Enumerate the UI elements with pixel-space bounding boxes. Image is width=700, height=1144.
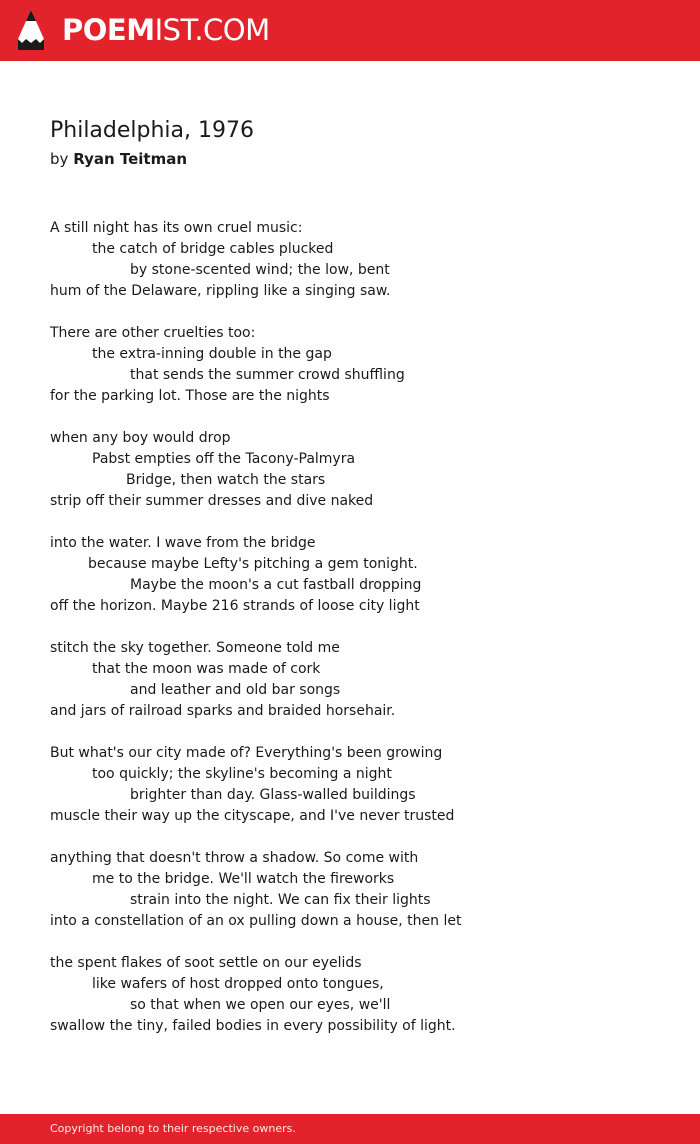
poem-line: and leather and old bar songs — [130, 682, 341, 698]
pencil-icon[interactable] — [17, 9, 45, 51]
poem-line: and jars of railroad sparks and braided horsehair. — [50, 703, 396, 719]
brand-light: IST.COM — [154, 13, 270, 47]
site-footer — [0, 1114, 700, 1144]
poem-line: brighter than day. Glass-walled buildings — [130, 787, 416, 803]
stanza — [50, 848, 670, 932]
poem-line: But what's our city made of? Everything's been growing — [50, 745, 443, 761]
poem-line: Bridge, then watch the stars — [126, 472, 326, 488]
by-label: by — [50, 150, 69, 168]
brand-bold: POEM — [62, 13, 155, 47]
copyright-notice: Copyright belong to their respective owners. — [50, 1122, 296, 1135]
stanza — [50, 218, 670, 302]
author-name[interactable]: Ryan Teitman — [73, 150, 188, 168]
poem-line: for the parking lot. Those are the nights — [50, 388, 330, 404]
poem-line: the spent flakes of soot settle on our eyelids — [50, 955, 362, 971]
poem-line: There are other cruelties too: — [50, 325, 256, 341]
stanza — [50, 533, 670, 617]
poem-body — [50, 218, 670, 1058]
poem-line: hum of the Delaware, rippling like a singing saw. — [50, 283, 391, 299]
poem-line: me to the bridge. We'll watch the fireworks — [92, 871, 395, 887]
poem-line: off the horizon. Maybe 216 strands of loose city light — [50, 598, 420, 614]
poem-line: anything that doesn't throw a shadow. So come with — [50, 850, 419, 866]
poem-line: that sends the summer crowd shuffling — [130, 367, 405, 383]
poem-line: A still night has its own cruel music: — [50, 220, 303, 236]
poem-line: strain into the night. We can fix their lights — [130, 892, 431, 908]
site-header — [0, 0, 700, 61]
poem-line: stitch the sky together. Someone told me — [50, 640, 340, 656]
poem-line: Pabst empties off the Tacony-Palmyra — [92, 451, 356, 467]
stanza — [50, 323, 670, 407]
stanza — [50, 953, 670, 1037]
poem-line: when any boy would drop — [50, 430, 231, 446]
poem-line: too quickly; the skyline's becoming a night — [92, 766, 392, 782]
byline — [50, 149, 187, 169]
stanza — [50, 638, 670, 722]
poem-line: like wafers of host dropped onto tongues, — [92, 976, 384, 992]
poem-line: into a constellation of an ox pulling down a house, then let — [50, 913, 462, 929]
poem-line: that the moon was made of cork — [92, 661, 321, 677]
poem-line: the catch of bridge cables plucked — [92, 241, 334, 257]
poem-line: strip off their summer dresses and dive naked — [50, 493, 374, 509]
stanza — [50, 743, 670, 827]
poem-line: Maybe the moon's a cut fastball dropping — [130, 577, 422, 593]
poem-line: swallow the tiny, failed bodies in every possibility of light. — [50, 1018, 456, 1034]
poem-title: Philadelphia, 1976 — [50, 118, 255, 143]
site-logo-text[interactable] — [62, 12, 270, 48]
poem-line: by stone-scented wind; the low, bent — [130, 262, 390, 278]
poem-line: into the water. I wave from the bridge — [50, 535, 316, 551]
poem-line: because maybe Lefty's pitching a gem tonight. — [88, 556, 418, 572]
poem-line: so that when we open our eyes, we'll — [130, 997, 391, 1013]
poem-line: the extra-inning double in the gap — [92, 346, 332, 362]
poem-line: muscle their way up the cityscape, and I've never trusted — [50, 808, 455, 824]
stanza — [50, 428, 670, 512]
